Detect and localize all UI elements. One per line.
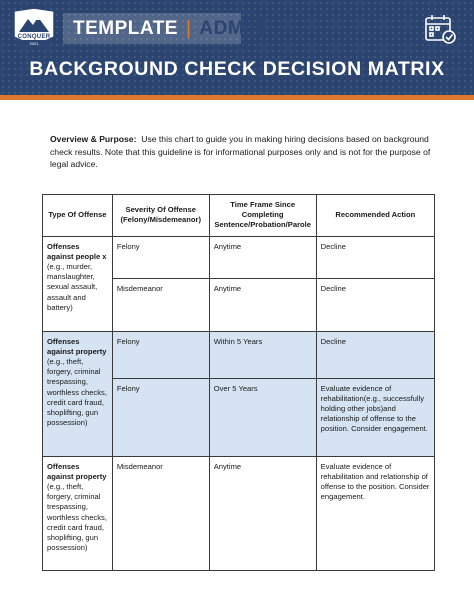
header-time-frame: Time Frame Since Completing Sentence/Probation/Parole xyxy=(209,195,316,237)
offense-type-cell xyxy=(43,236,113,331)
overview-text: Use this chart to guide you in making hiring decisions based on background check results. Note that this guideline is for informational purposes only and is not for the purpose of legal advice. xyxy=(50,134,431,170)
timeframe-cell: Anytime xyxy=(209,278,316,331)
brand-template-label: TEMPLATE xyxy=(73,17,178,39)
brand-admin-label: ADMIN xyxy=(199,17,265,39)
overview-label: Overview & Purpose: xyxy=(50,134,137,144)
table-row xyxy=(43,456,435,570)
severity-cell: Felony xyxy=(112,236,209,278)
offense-type-cell xyxy=(43,456,113,570)
logo-year: 2021 xyxy=(29,41,39,46)
header-type-of-offense: Type Of Offense xyxy=(43,195,113,237)
decision-matrix-table xyxy=(42,194,435,571)
table-row xyxy=(43,236,435,278)
overview-paragraph xyxy=(50,133,435,171)
timeframe-cell: Over 5 Years xyxy=(209,378,316,456)
table-row xyxy=(43,331,435,378)
severity-cell: Misdemeanor xyxy=(112,456,209,570)
calendar-check-icon xyxy=(423,12,457,46)
action-cell: Evaluate evidence of rehabilitation(e.g., successfully holding other jobs)and relationship of offense to the position. Consider engagement. xyxy=(316,378,434,456)
header-recommended-action: Recommended Action xyxy=(316,195,434,237)
brand-separator: | xyxy=(185,17,192,39)
severity-cell: Felony xyxy=(112,331,209,378)
offense-type-examples: (e.g., theft, forgery, criminal trespassing, worthless checks, credit card fraud, shoplifting, gun possession) xyxy=(47,357,107,428)
timeframe-cell: Within 5 Years xyxy=(209,331,316,378)
action-cell: Decline xyxy=(316,236,434,278)
brand-wordmark xyxy=(63,13,265,44)
timeframe-cell: Anytime xyxy=(209,236,316,278)
header-accent-stripe xyxy=(0,95,474,100)
offense-type-examples: (e.g., murder, manslaughter, sexual assault, assault and battery) xyxy=(47,262,98,312)
table-header-row xyxy=(43,195,435,237)
offense-type-bold: Offenses against property xyxy=(47,336,107,356)
action-cell: Decline xyxy=(316,278,434,331)
page-title: BACKGROUND CHECK DECISION MATRIX xyxy=(29,58,445,80)
offense-type-bold: Offenses against property xyxy=(47,461,107,481)
offense-type-cell xyxy=(43,331,113,456)
severity-cell: Misdemeanor xyxy=(112,278,209,331)
offense-type-examples: (e.g., theft, forgery, criminal trespassing, worthless checks, credit card fraud, shoplifting, gun possession) xyxy=(47,482,107,553)
action-cell: Decline xyxy=(316,331,434,378)
offense-type-bold: Offenses against people x xyxy=(47,241,107,261)
logo-text: CONQUER xyxy=(17,34,51,40)
action-cell: Evaluate evidence of rehabilitation and relationship of offense to the position. Consider engagement. xyxy=(316,456,434,570)
timeframe-cell: Anytime xyxy=(209,456,316,570)
severity-cell: Felony xyxy=(112,378,209,456)
header-severity: Severity Of Offense (Felony/Misdemeanor) xyxy=(112,195,209,237)
